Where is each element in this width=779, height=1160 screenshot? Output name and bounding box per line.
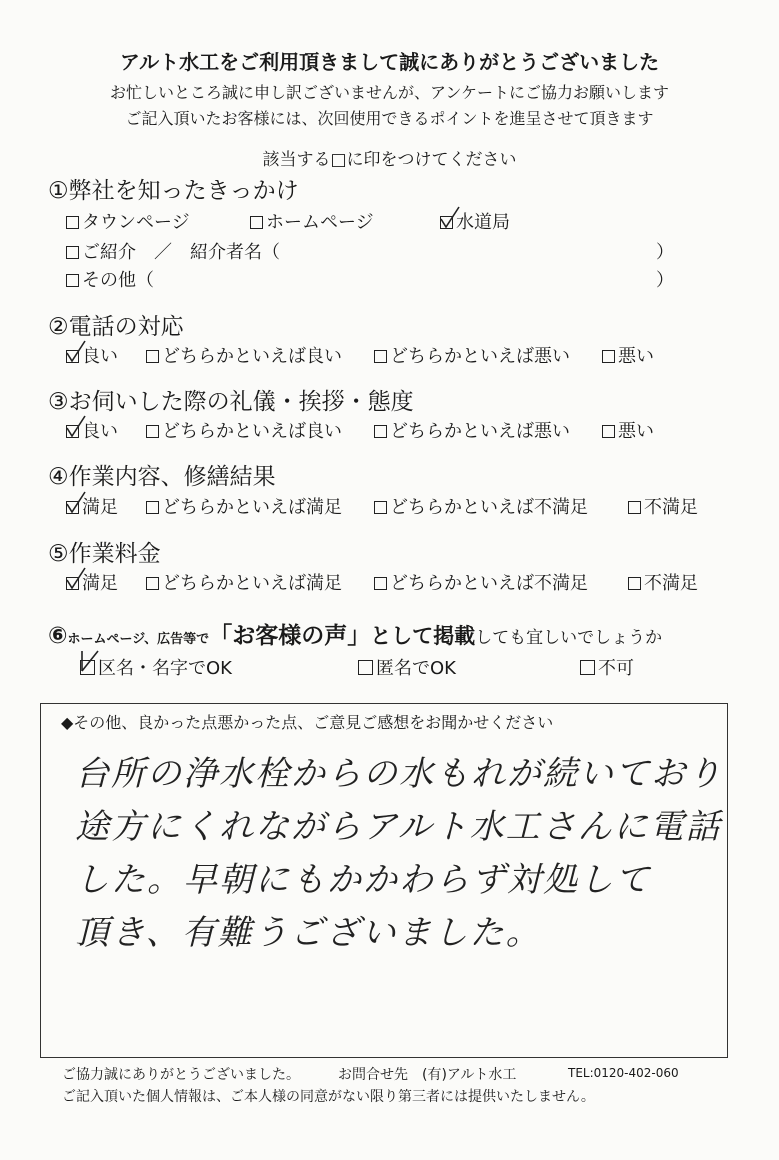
q5-option-1[interactable]: [146, 569, 342, 595]
q6-option-2[interactable]: [580, 654, 634, 680]
footer-thanks: ご協力誠にありがとうございました。: [62, 1067, 300, 1083]
checkbox-other[interactable]: [66, 274, 79, 287]
q2-option-1[interactable]: [146, 342, 342, 368]
checkbox-q3-1[interactable]: [146, 425, 159, 438]
q1-option-other-label: その他（: [82, 270, 154, 291]
q6-mid: として掲載: [370, 624, 476, 648]
header-request: お忙しいところ誠に申し訳ございませんが、アンケートにご協力お願いします: [109, 83, 670, 102]
checkbox-q5-2[interactable]: [374, 577, 387, 590]
q1-option-other[interactable]: [66, 266, 154, 292]
checkmark-icon: [79, 649, 101, 673]
header-points: ご記入頂いたお客様には、次回使用できるポイントを進呈させて頂きます: [125, 109, 654, 128]
q1-option-homepage-label: ホームページ: [266, 212, 374, 233]
checkbox-q4-1[interactable]: [146, 501, 159, 514]
q6-voice: 「お客様の声」: [209, 623, 371, 649]
checkbox-townpage[interactable]: [66, 216, 79, 229]
checkbox-q3-3[interactable]: [602, 425, 615, 438]
q5-option-2-label: どちらかといえば不満足: [390, 573, 588, 594]
q3-option-0[interactable]: [66, 417, 118, 443]
q5-option-2[interactable]: [374, 569, 588, 595]
checkmark-icon: [65, 339, 87, 363]
checkbox-q6-0-checked[interactable]: [80, 660, 95, 675]
checkmark-icon: [439, 205, 461, 229]
q4-option-3-label: 不満足: [644, 497, 698, 518]
checkbox-q2-0-checked[interactable]: [66, 350, 79, 363]
q4-option-2[interactable]: [374, 493, 588, 519]
q6-title: [48, 617, 662, 650]
q5-option-0-label: 満足: [82, 573, 118, 594]
q6-option-2-label: 不可: [598, 658, 634, 679]
q3-option-3-label: 悪い: [618, 421, 654, 442]
q5-option-0[interactable]: [66, 569, 118, 595]
checkbox-q4-2[interactable]: [374, 501, 387, 514]
checkbox-q2-3[interactable]: [602, 350, 615, 363]
q4-option-2-label: どちらかといえば不満足: [390, 497, 588, 518]
handwritten-line: 途方にくれながらアルト水工さんに電話: [75, 807, 722, 847]
q1-other-close: ）: [656, 270, 674, 291]
footer-phone: TEL:0120-402-060: [568, 1066, 679, 1080]
q6-option-0-label: 区名・名字でOK: [98, 658, 232, 679]
footer-privacy: ご記入頂いた個人情報は、ご本人様の同意がない限り第三者には提供いたしません。: [62, 1089, 595, 1105]
q3-option-3[interactable]: [602, 417, 654, 443]
checkbox-suidou-checked[interactable]: [440, 216, 453, 229]
comment-box[interactable]: [40, 703, 728, 1058]
q5-title: ⑤作業料金: [48, 541, 161, 567]
q4-option-0[interactable]: [66, 493, 118, 519]
q5-option-3-label: 不満足: [644, 573, 698, 594]
q3-option-1[interactable]: [146, 417, 342, 443]
checkbox-q5-0-checked[interactable]: [66, 577, 79, 590]
q2-option-0-label: 良い: [82, 346, 118, 367]
q5-option-1-label: どちらかといえば満足: [162, 573, 342, 594]
q2-option-3-label: 悪い: [618, 346, 654, 367]
q1-option-homepage[interactable]: [250, 208, 374, 234]
handwritten-line: 台所の浄水栓からの水もれが続いており: [75, 754, 723, 794]
footer-contact: お問合せ先 (有)アルト水工: [338, 1067, 517, 1083]
q2-title: ②電話の対応: [48, 314, 184, 340]
checkbox-homepage[interactable]: [250, 216, 263, 229]
header-thanks: アルト水工をご利用頂きまして誠にありがとうございました: [119, 50, 660, 74]
checkbox-q4-0-checked[interactable]: [66, 501, 79, 514]
q1-option-suidou[interactable]: [440, 208, 510, 234]
q5-option-3[interactable]: [628, 569, 698, 595]
checkbox-q6-1[interactable]: [358, 660, 373, 675]
q2-option-3[interactable]: [602, 342, 654, 368]
q1-option-suidou-label: 水道局: [456, 212, 510, 233]
q3-option-1-label: どちらかといえば良い: [162, 421, 342, 442]
q2-option-2[interactable]: [374, 342, 570, 368]
checkbox-q6-2[interactable]: [580, 660, 595, 675]
checkbox-q3-2[interactable]: [374, 425, 387, 438]
q4-option-0-label: 満足: [82, 497, 118, 518]
q1-option-shoukai[interactable]: [66, 238, 280, 264]
instruction: 該当する□に印をつけてください: [262, 150, 517, 170]
checkbox-shoukai[interactable]: [66, 246, 79, 259]
checkbox-q4-3[interactable]: [628, 501, 641, 514]
q2-option-1-label: どちらかといえば良い: [162, 346, 342, 367]
q2-option-0[interactable]: [66, 342, 118, 368]
q4-option-1[interactable]: [146, 493, 342, 519]
q3-title: ③お伺いした際の礼儀・挨拶・態度: [48, 389, 414, 415]
checkbox-q5-3[interactable]: [628, 577, 641, 590]
checkmark-icon: [65, 414, 87, 438]
checkbox-q2-2[interactable]: [374, 350, 387, 363]
checkbox-q2-1[interactable]: [146, 350, 159, 363]
q4-option-1-label: どちらかといえば満足: [162, 497, 342, 518]
q6-option-0[interactable]: [80, 654, 232, 680]
q3-option-0-label: 良い: [82, 421, 118, 442]
q3-option-2[interactable]: [374, 417, 570, 443]
q1-title: ①弊社を知ったきっかけ: [48, 178, 299, 204]
checkbox-q3-0-checked[interactable]: [66, 425, 79, 438]
comment-prompt: ◆その他、良かった点悪かった点、ご意見ご感想をお聞かせください: [61, 713, 554, 732]
handwritten-line: 頂き、有難うございました。: [75, 913, 542, 953]
q6-option-1-label: 匿名でOK: [376, 658, 456, 679]
checkbox-q5-1[interactable]: [146, 577, 159, 590]
q6-tail: しても宜しいでしょうか: [475, 628, 663, 648]
checkmark-icon: [65, 566, 87, 590]
q3-option-2-label: どちらかといえば悪い: [390, 421, 570, 442]
q4-option-3[interactable]: [628, 493, 698, 519]
q1-shoukai-close: ）: [656, 242, 674, 263]
q6-option-1[interactable]: [358, 654, 456, 680]
q4-title: ④作業内容、修繕結果: [48, 464, 276, 490]
checkmark-icon: [65, 490, 87, 514]
q6-small: ホームページ、広告等で: [67, 632, 210, 647]
q1-option-townpage-label: タウンページ: [82, 212, 190, 233]
handwritten-line: した。早朝にもかかわらず対処して: [75, 860, 651, 900]
q2-option-2-label: どちらかといえば悪い: [390, 346, 570, 367]
q1-option-townpage[interactable]: [66, 208, 190, 234]
q6-number: ⑥: [48, 623, 68, 649]
q1-option-shoukai-label: ご紹介 ／ 紹介者名（: [82, 242, 280, 263]
